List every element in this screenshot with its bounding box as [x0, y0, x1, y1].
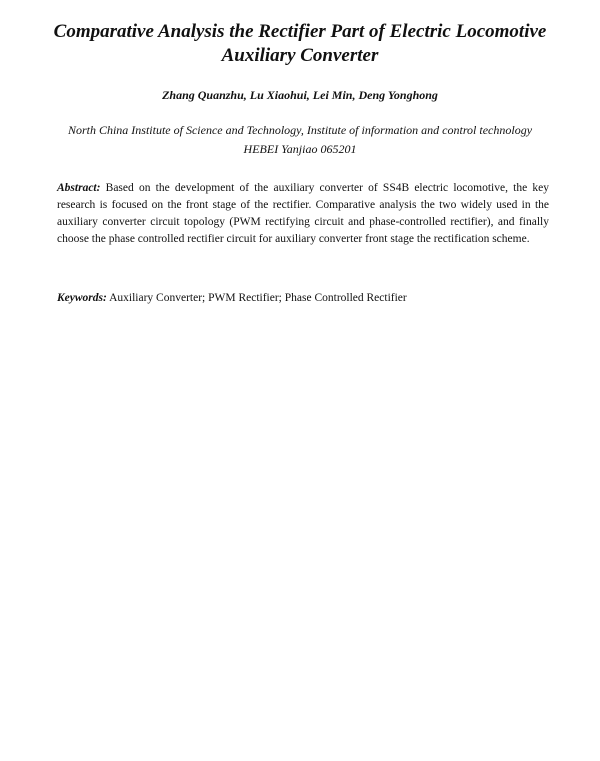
paper-title [40, 20, 560, 68]
abstract-label: Abstract: [57, 182, 101, 194]
keywords-label: Keywords: [57, 292, 107, 304]
paper-title-line-2: Auxiliary Converter [221, 45, 379, 66]
paper-title-line-1: Comparative Analysis the Rectifier Part of Electric Locomotive [53, 21, 547, 42]
paper-affiliation [40, 121, 560, 159]
keywords-line [57, 290, 549, 307]
abstract-text: Based on the development of the auxiliary converter of SS4B electric locomotive, the key research is focused on the front stage of the rectifier. Comparative analysis the two widely used in the auxiliary converter circuit topology (PWM rectifying circuit and phase-controlled rectifier), and finally choose the phase controlled rectifier circuit for auxiliary converter front stage the rectification scheme. [57, 182, 549, 245]
affiliation-line-1: North China Institute of Science and Technology, Institute of information and control technology [67, 123, 533, 137]
paper-authors: Zhang Quanzhu, Lu Xiaohui, Lei Min, Deng Yonghong [162, 88, 438, 102]
abstract-paragraph [57, 180, 549, 248]
keywords-text: Auxiliary Converter; PWM Rectifier; Phase Controlled Rectifier [109, 292, 407, 304]
affiliation-line-2: HEBEI Yanjiao 065201 [243, 142, 357, 156]
